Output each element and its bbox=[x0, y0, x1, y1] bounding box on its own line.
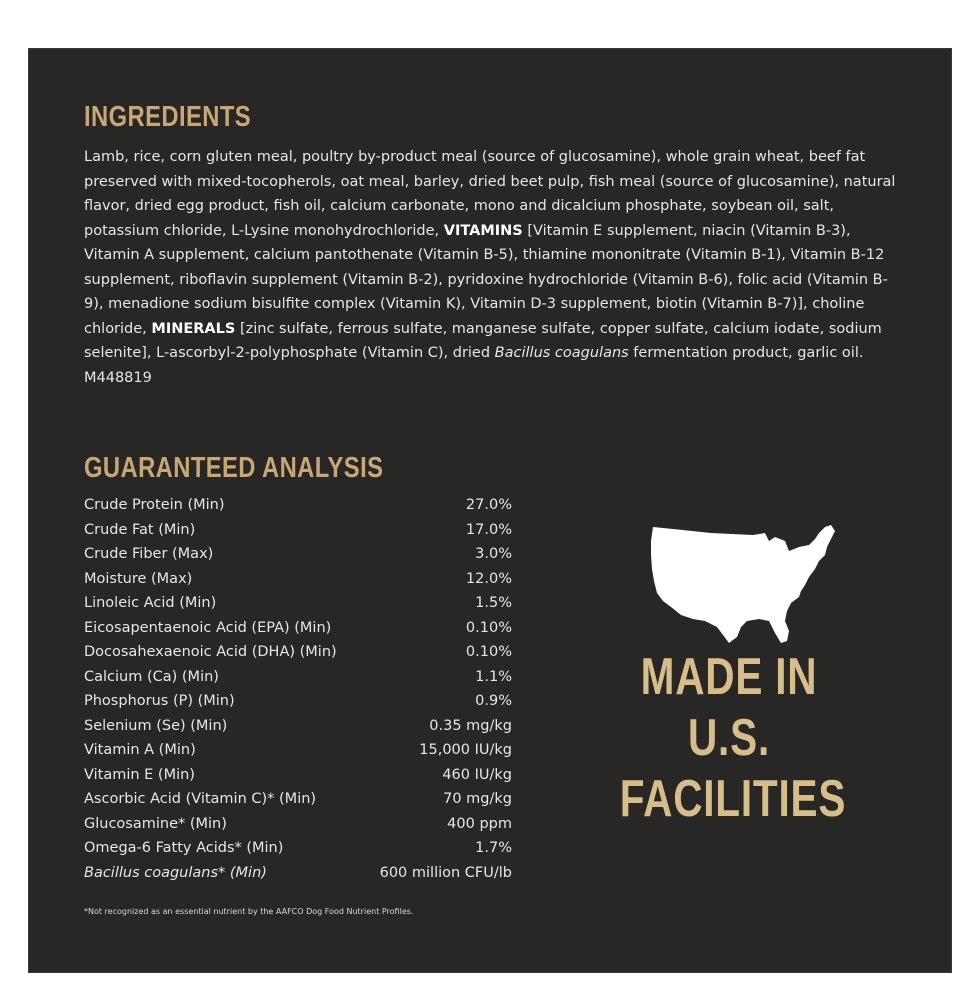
analysis-nutrient-name: Linoleic Acid (Min) bbox=[84, 595, 217, 611]
analysis-row bbox=[84, 518, 512, 543]
guaranteed-analysis-table bbox=[84, 493, 512, 885]
analysis-nutrient-value: 460 IU/kg bbox=[442, 766, 512, 783]
vitamins-label: VITAMINS bbox=[443, 222, 523, 239]
product-info-panel bbox=[28, 48, 952, 973]
analysis-row bbox=[84, 591, 512, 616]
analysis-nutrient-name: Docosahexaenoic Acid (DHA) (Min) bbox=[84, 644, 337, 660]
analysis-row bbox=[84, 861, 512, 886]
analysis-row bbox=[84, 665, 512, 690]
badge-line-3: FACILITIES bbox=[619, 770, 847, 828]
analysis-nutrient-value: 0.10% bbox=[465, 644, 512, 660]
ingredients-part-3: [zinc sulfate, ferrous sulfate, manganese sulfate, copper sulfate, calcium iodate, sodium selenite], L-ascorbyl-2-polyphosphate (Vitamin C), dried bbox=[84, 320, 882, 361]
usa-map-icon bbox=[649, 521, 839, 649]
analysis-nutrient-value: 600 million CFU/lb bbox=[379, 864, 512, 881]
analysis-nutrient-value: 1.5% bbox=[475, 595, 512, 611]
analysis-row bbox=[84, 763, 512, 788]
ingredients-heading: INGREDIENTS bbox=[84, 101, 252, 133]
analysis-nutrient-value: 12.0% bbox=[465, 570, 512, 587]
analysis-nutrient-value: 0.35 mg/kg bbox=[429, 717, 512, 734]
analysis-row bbox=[84, 787, 512, 812]
minerals-label: MINERALS bbox=[151, 320, 236, 337]
analysis-nutrient-name: Vitamin E (Min) bbox=[84, 766, 195, 783]
analysis-nutrient-value: 0.10% bbox=[465, 619, 512, 636]
analysis-row bbox=[84, 493, 512, 518]
analysis-row bbox=[84, 738, 512, 763]
analysis-nutrient-value: 17.0% bbox=[465, 521, 512, 538]
aafco-footnote: *Not recognized as an essential nutrient by the AAFCO Dog Food Nutrient Profiles. bbox=[84, 907, 414, 916]
ingredients-part-4: fermentation product, garlic oil. M448819 bbox=[84, 345, 864, 386]
analysis-nutrient-name: Eicosapentaenoic Acid (EPA) (Min) bbox=[84, 619, 332, 636]
analysis-nutrient-name: Crude Fat (Min) bbox=[84, 521, 196, 538]
analysis-nutrient-value: 15,000 IU/kg bbox=[419, 742, 512, 758]
analysis-row bbox=[84, 689, 512, 714]
ingredients-part-2: [Vitamin E supplement, niacin (Vitamin B-3), Vitamin A supplement, calcium pantothenate (Vitamin B-5), thiamine mononitrate (Vitamin B-1), Vitamin B-12 supplement, riboflavin supplement (Vitamin B-2), pyridoxine hydrochloride (Vitamin B-6), folic acid (Vitamin B-9), menadione sodium bisulfite complex (Vitamin K), Vitamin D-3 supplement, biotin (Vitamin B-7)], choline chloride, bbox=[84, 222, 888, 337]
made-in-us-badge bbox=[619, 647, 847, 830]
analysis-row bbox=[84, 567, 512, 592]
analysis-nutrient-value: 27.0% bbox=[465, 497, 512, 513]
analysis-nutrient-value: 400 ppm bbox=[447, 815, 512, 832]
analysis-nutrient-name: Crude Protein (Min) bbox=[84, 497, 225, 513]
ingredients-text bbox=[84, 145, 899, 390]
analysis-row bbox=[84, 714, 512, 739]
analysis-nutrient-value: 1.7% bbox=[475, 840, 512, 856]
analysis-nutrient-name: Crude Fiber (Max) bbox=[84, 546, 214, 562]
analysis-row bbox=[84, 640, 512, 665]
analysis-row bbox=[84, 616, 512, 641]
analysis-nutrient-value: 0.9% bbox=[475, 693, 512, 709]
analysis-nutrient-name: Bacillus coagulans* (Min) bbox=[84, 864, 267, 881]
analysis-nutrient-value: 1.1% bbox=[475, 668, 512, 685]
analysis-row bbox=[84, 836, 512, 861]
badge-line-1: MADE IN bbox=[640, 648, 818, 706]
analysis-nutrient-name: Vitamin A (Min) bbox=[84, 742, 196, 758]
analysis-nutrient-value: 70 mg/kg bbox=[443, 791, 512, 807]
analysis-nutrient-name: Omega-6 Fatty Acids* (Min) bbox=[84, 840, 284, 856]
guaranteed-analysis-heading: GUARANTEED ANALYSIS bbox=[84, 452, 384, 484]
analysis-nutrient-name: Moisture (Max) bbox=[84, 570, 193, 587]
analysis-row bbox=[84, 542, 512, 567]
analysis-nutrient-name: Calcium (Ca) (Min) bbox=[84, 668, 219, 685]
analysis-row bbox=[84, 812, 512, 837]
analysis-nutrient-name: Glucosamine* (Min) bbox=[84, 815, 227, 832]
ingredients-part-1: Lamb, rice, corn gluten meal, poultry by-product meal (source of glucosamine), whole grain wheat, beef fat preserved with mixed-tocopherols, oat meal, barley, dried beet pulp, fish meal (source of glucosamine), natural flavor, dried egg product, fish oil, calcium carbonate, mono and dicalcium phosphate, soybean oil, salt, potassium chloride, L-Lysine monohydrochloride, bbox=[84, 149, 896, 239]
analysis-nutrient-name: Ascorbic Acid (Vitamin C)* (Min) bbox=[84, 791, 317, 807]
analysis-nutrient-name: Phosphorus (P) (Min) bbox=[84, 693, 235, 709]
badge-line-2: U.S. bbox=[687, 709, 770, 767]
analysis-nutrient-name: Selenium (Se) (Min) bbox=[84, 717, 228, 734]
analysis-nutrient-value: 3.0% bbox=[475, 546, 512, 562]
bacillus-name: Bacillus coagulans bbox=[494, 345, 629, 361]
